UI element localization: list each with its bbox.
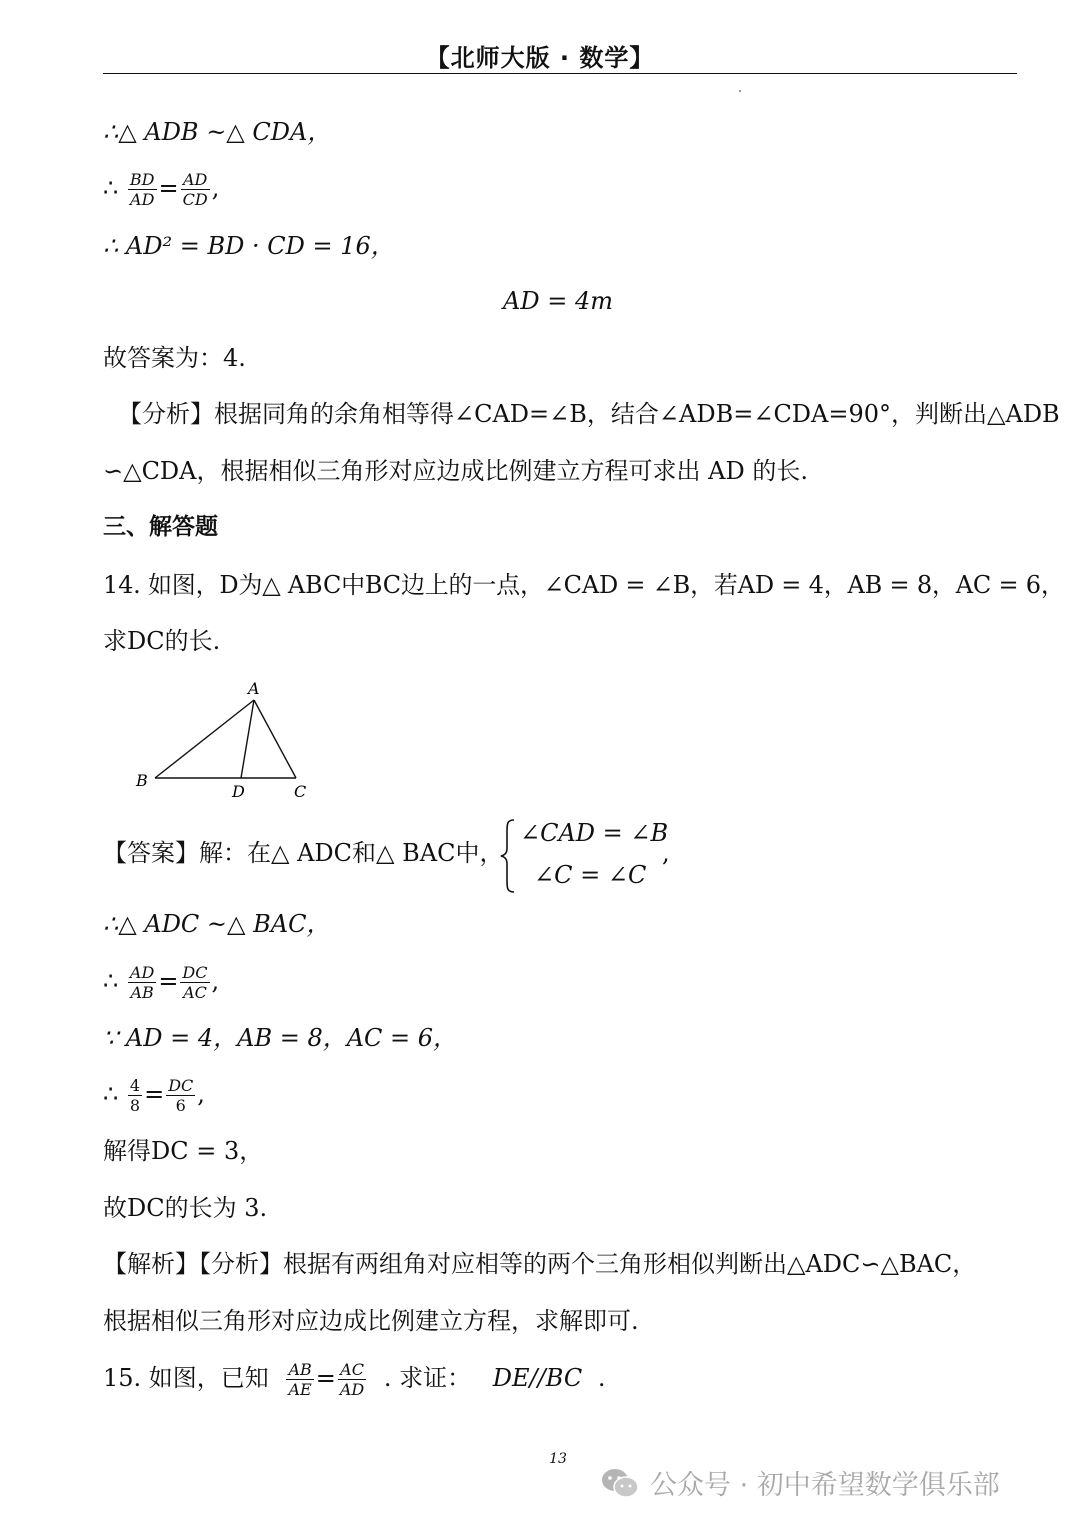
question-15: 15. 如图，已知 $\frac{AB}{AE}$ = $\frac{AC}{AD}$ . 求证： DE//BC . xyxy=(103,1360,606,1399)
fraction-numerator: BD xyxy=(129,170,155,189)
vertex-label-c: C xyxy=(294,782,307,801)
fraction-dc-over-6 xyxy=(166,1076,195,1115)
answer-similar-adc-bac: ∴△ ADC ~△ BAC， xyxy=(103,910,331,938)
watermark-text: 公众号 · 初中希望数学俱乐部 xyxy=(650,1470,1000,1501)
fraction-ad-over-ab xyxy=(128,963,156,1002)
system-comma: , xyxy=(662,839,670,867)
system-row-2: ∠C = ∠C xyxy=(534,861,647,889)
vertex-label-b: B xyxy=(136,771,148,790)
centered-equation-ad: AD = 4m xyxy=(503,287,613,315)
fraction-denominator: CD xyxy=(182,190,208,209)
fraction-numerator: 4 xyxy=(129,1076,141,1095)
punctuation: , xyxy=(197,1080,205,1108)
wechat-icon xyxy=(600,1466,640,1500)
answer-ratio-line: ∴ $\frac{AD}{AB}$ = $\frac{DC}{AC}$ , xyxy=(103,963,220,1002)
fraction-dc-over-ac xyxy=(180,963,209,1002)
fraction-denominator: AB xyxy=(130,983,154,1002)
section-title-answer-questions: 三、解答题 xyxy=(103,514,218,540)
line-ratio-bd-ad: ∴ $\frac{BD}{AD}$ = $\frac{AD}{CD}$ , xyxy=(103,170,220,209)
question-15-mid: . 求证： xyxy=(383,1364,472,1392)
question-14-line-1: 14. 如图，D为△ ABC中BC边上的一点，∠CAD = ∠B，若AD = 4，AB = 8，AC = 6， xyxy=(103,571,1065,599)
analysis-line-1: 【分析】根据同角的余角相等得∠CAD=∠B，结合∠ADB=∠CDA=90°，判断出△ADB xyxy=(118,400,1060,428)
stray-dot xyxy=(739,90,741,92)
watermark xyxy=(600,1463,1000,1502)
line-similar-adb-cda: ∴△ ADB ~△ CDA， xyxy=(103,118,332,146)
answer-substitution-line: ∴ $\frac{4}{8}$ = $\frac{DC}{6}$ , xyxy=(103,1076,205,1115)
question-15-claim: DE//BC xyxy=(492,1364,583,1392)
fraction-4-over-8 xyxy=(128,1076,142,1115)
therefore-symbol: ∴ xyxy=(103,174,119,202)
analysis-line-2: ∽△CDA，根据相似三角形对应边成比例建立方程可求出 AD 的长. xyxy=(103,457,808,485)
header-divider xyxy=(103,73,1017,74)
fraction-numerator: AD xyxy=(129,963,155,982)
line-final-answer: 故答案为：4. xyxy=(103,344,246,372)
fraction-denominator: AD xyxy=(130,190,155,209)
answer-conclusion: 故DC的长为 3. xyxy=(103,1194,268,1222)
fraction-denominator: 6 xyxy=(175,1096,186,1115)
fraction-numerator: AB xyxy=(288,1360,312,1379)
line-ad-squared: ∴ AD² = BD · CD = 16， xyxy=(103,232,395,260)
segment-ad xyxy=(241,700,254,778)
left-brace-icon xyxy=(500,818,516,894)
fraction-denominator: AC xyxy=(183,983,207,1002)
vertex-label-a: A xyxy=(248,679,260,698)
fraction-numerator: DC xyxy=(182,963,208,982)
question-15-end: . xyxy=(597,1364,606,1392)
fraction-denominator: AD xyxy=(339,1380,365,1399)
segment-ab xyxy=(155,700,254,778)
triangle-figure xyxy=(128,676,328,815)
fraction-numerator: AD xyxy=(181,170,210,190)
punctuation: , xyxy=(211,967,220,995)
answer-given-values: ∵ AD = 4，AB = 8，AC = 6， xyxy=(103,1024,458,1052)
fraction-numerator: DC xyxy=(168,1076,194,1095)
segment-ac xyxy=(254,700,296,778)
page-header-title: 【北师大版 · 数学】 xyxy=(425,44,655,72)
answer-intro: 【答案】解：在△ ADC和△ BAC中， xyxy=(103,839,504,867)
fraction-bd-over-ad xyxy=(128,170,157,209)
fraction-ad-over-cd xyxy=(181,170,210,209)
fraction-numerator: AC xyxy=(338,1360,366,1380)
explanation-line-2: 根据相似三角形对应边成比例建立方程，求解即可. xyxy=(103,1307,639,1335)
triangle-diagram xyxy=(128,676,328,811)
therefore-symbol: ∴ xyxy=(103,967,119,995)
vertex-label-d: D xyxy=(232,782,245,801)
answer-solve-dc: 解得DC = 3， xyxy=(103,1137,264,1165)
fraction-ac-over-ad xyxy=(338,1360,366,1399)
fraction-denominator: AE xyxy=(288,1380,312,1399)
explanation-line-1: 【解析】【分析】根据有两组角对应相等的两个三角形相似判断出△ADC∽△BAC， xyxy=(103,1250,977,1278)
system-row-1: ∠CAD = ∠B xyxy=(520,819,669,847)
fraction-denominator: 8 xyxy=(129,1096,141,1115)
question-15-prefix: 15. 如图，已知 xyxy=(103,1364,269,1392)
page-number: 13 xyxy=(549,1451,567,1467)
fraction-ab-over-ae xyxy=(286,1360,313,1399)
question-14-line-2: 求DC的长. xyxy=(103,627,221,655)
punctuation: , xyxy=(211,174,220,202)
therefore-symbol: ∴ xyxy=(103,1080,119,1108)
